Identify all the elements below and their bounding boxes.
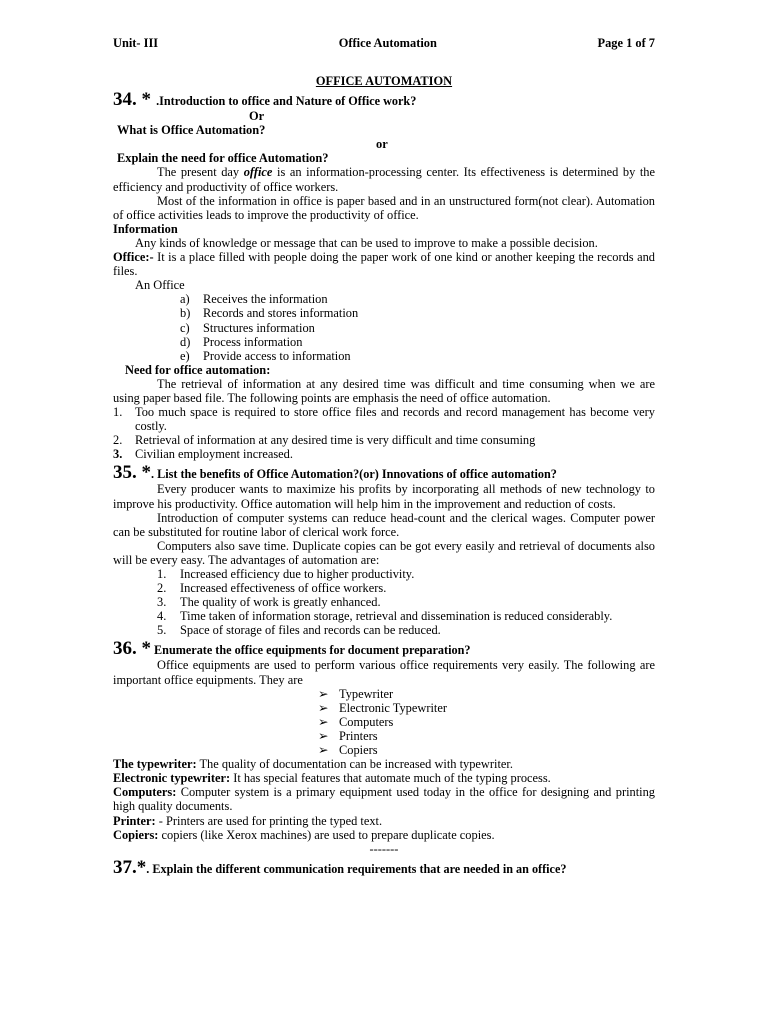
question-title: Enumerate the office equipments for document preparation? [151, 643, 471, 658]
arrow-bullet-icon: ➢ [318, 714, 329, 729]
question-number: 36. * [113, 638, 151, 660]
definition-term: Printer: [113, 813, 156, 828]
list-item-text: Receives the information [203, 292, 328, 307]
definition [113, 828, 655, 842]
paragraph: The retrieval of information at any desired time was difficult and time consuming when we are using paper based file. The following points are emphasis the need of office automation. [113, 376, 655, 405]
question-title: .Introduction to office and Nature of Office work? [156, 94, 417, 109]
question-36-heading [113, 640, 655, 658]
definition-text: - Printers are used for printing the typed text. [155, 813, 383, 828]
or-separator: or [376, 137, 388, 152]
definition-text: The quality of documentation can be increased with typewriter. [196, 757, 513, 772]
question-number: 37.* [113, 856, 147, 878]
question-number: 35. * [113, 462, 151, 484]
section-heading-need: Need for office automation: [125, 362, 271, 377]
list-item [113, 321, 655, 335]
paragraph [113, 250, 655, 278]
list-marker: e) [180, 348, 190, 363]
advantages-list [113, 567, 655, 637]
section-heading-information: Information [113, 221, 178, 236]
definition-text: copiers (like Xerox machines) are used to prepare duplicate copies. [158, 827, 495, 842]
header-page-number: Page 1 of 7 [597, 36, 655, 50]
list-item-text: Increased efficiency due to higher productivity. [180, 567, 415, 581]
list-item [113, 405, 655, 433]
section-heading-office: Office:- [113, 250, 154, 265]
list-marker: 2. [157, 581, 167, 596]
document-title: OFFICE AUTOMATION [315, 74, 453, 88]
arrow-bullet-icon: ➢ [318, 686, 329, 701]
alternate-question: What is Office Automation? [117, 123, 266, 138]
list-marker: d) [180, 334, 191, 349]
question-number: 34. * [113, 89, 151, 111]
list-item-text: Increased effectiveness of office workers. [180, 581, 387, 596]
list-marker: 5. [157, 623, 167, 638]
list-item-text: Printers [339, 728, 378, 743]
list-item [113, 433, 655, 447]
arrow-bullet-icon: ➢ [318, 743, 329, 758]
question-37 [113, 856, 655, 878]
list-item [113, 623, 655, 637]
or-separator: Or [249, 109, 265, 124]
alternate-question: Explain the need for office Automation? [117, 151, 329, 166]
list-item [113, 567, 655, 581]
arrow-bullet-icon: ➢ [318, 700, 329, 715]
list-item [113, 447, 655, 461]
list-item-text: Structures information [203, 320, 315, 335]
question-title: . List the benefits of Office Automation?(or) Innovations of office automation? [151, 467, 557, 482]
paragraph: Office equipments are used to perform various office requirements very easily. The following are important office equipments. They are [113, 658, 655, 687]
list-item-text: Electronic Typewriter [339, 700, 447, 715]
list-item [113, 687, 655, 701]
need-list [113, 405, 655, 461]
question-35-heading [113, 464, 655, 482]
list-marker: 3. [157, 595, 167, 610]
list-item [113, 743, 655, 757]
list-item-text: The quality of work is greatly enhanced. [180, 595, 381, 610]
section-separator: ------- [369, 841, 399, 856]
paragraph: Most of the information in office is paper based and in an unstructured form(not clear). Automation of office activities leads to improve the productivity of office. [113, 193, 655, 222]
list-marker: 1. [113, 405, 123, 420]
list-item [113, 349, 655, 363]
page-header [113, 36, 655, 50]
list-item-text: Retrieval of information at any desired time is very difficult and time consuming [135, 433, 536, 448]
list-item-text: Provide access to information [203, 348, 351, 363]
list-item-text: Time taken of information storage, retrieval and dissemination is reduced considerably. [180, 609, 613, 624]
list-marker: 4. [157, 609, 167, 624]
list-marker: 1. [157, 567, 167, 581]
list-item-text: Civilian employment increased. [135, 447, 293, 462]
list-item-text: Copiers [339, 743, 378, 758]
list-marker: 3. [113, 447, 123, 462]
definition-text: Computer system is a primary equipment used today in the office for designing and printing high quality documents. [113, 785, 655, 814]
list-item-text: Records and stores information [203, 306, 359, 321]
definition-term: The typewriter: [113, 757, 197, 772]
paragraph: Introduction of computer systems can reduce head-count and the clerical wages. Computer power can be substituted for routine labor of clerical work force. [113, 510, 655, 539]
paragraph: Every producer wants to maximize his profits by incorporating all methods of new technology to improve his productivity. Office automation will help him in the improvement and reduction of costs. [113, 482, 655, 511]
list-item-text: Too much space is required to store office files and records and record management has become very costly. [135, 405, 655, 434]
list-item [113, 581, 655, 595]
list-marker: 2. [113, 433, 123, 448]
definition [113, 785, 655, 813]
question-title: . Explain the different communication requirements that are needed in an office? [146, 861, 567, 876]
question-36 [113, 640, 655, 855]
list-item-text: Typewriter [339, 686, 394, 701]
list-item [113, 701, 655, 715]
equipment-list [113, 687, 655, 757]
list-item [113, 335, 655, 349]
list-marker: c) [180, 320, 190, 335]
list-item [113, 595, 655, 609]
header-subject: Office Automation [338, 36, 437, 50]
list-marker: b) [180, 306, 191, 321]
list-marker: a) [180, 292, 190, 307]
definition-term: Electronic typewriter: [113, 771, 231, 786]
text-run: The present day [157, 165, 244, 180]
text-run: is an information-processing center. Its effectiveness is determined by the efficiency and productivity of office workers. [113, 165, 655, 194]
paragraph: Computers also save time. Duplicate copies can be got every easily and retrieval of documents also will be every easy. The advantages of automation are: [113, 538, 655, 567]
definition [113, 814, 655, 828]
list-item-text: Process information [203, 334, 303, 349]
definition [113, 757, 655, 771]
paragraph: Any kinds of knowledge or message that can be used to improve to make a possible decision. [135, 235, 598, 250]
document-page [113, 36, 655, 877]
list-item-text: Computers [339, 714, 394, 729]
question-34-heading [113, 91, 655, 109]
emphasis-text: office [243, 165, 273, 180]
list-item [113, 306, 655, 320]
definition-term: Computers: [113, 785, 177, 800]
arrow-bullet-icon: ➢ [318, 728, 329, 743]
header-unit: Unit- III [113, 36, 159, 50]
list-lead: An Office [135, 278, 185, 293]
question-37-heading [113, 856, 655, 878]
definition-term: Copiers: [113, 827, 159, 842]
question-35 [113, 464, 655, 637]
definition-text: It has special features that automate much of the typing process. [230, 771, 551, 786]
list-item [113, 715, 655, 729]
definition [113, 771, 655, 785]
text-run: It is a place filled with people doing the paper work of one kind or another keeping the records and files. [113, 250, 655, 279]
question-34 [113, 91, 655, 461]
list-item [113, 609, 655, 623]
list-item-text: Space of storage of files and records can be reduced. [180, 623, 441, 638]
list-item [113, 292, 655, 306]
office-functions-list [113, 292, 655, 362]
list-item [113, 729, 655, 743]
paragraph [113, 165, 655, 193]
